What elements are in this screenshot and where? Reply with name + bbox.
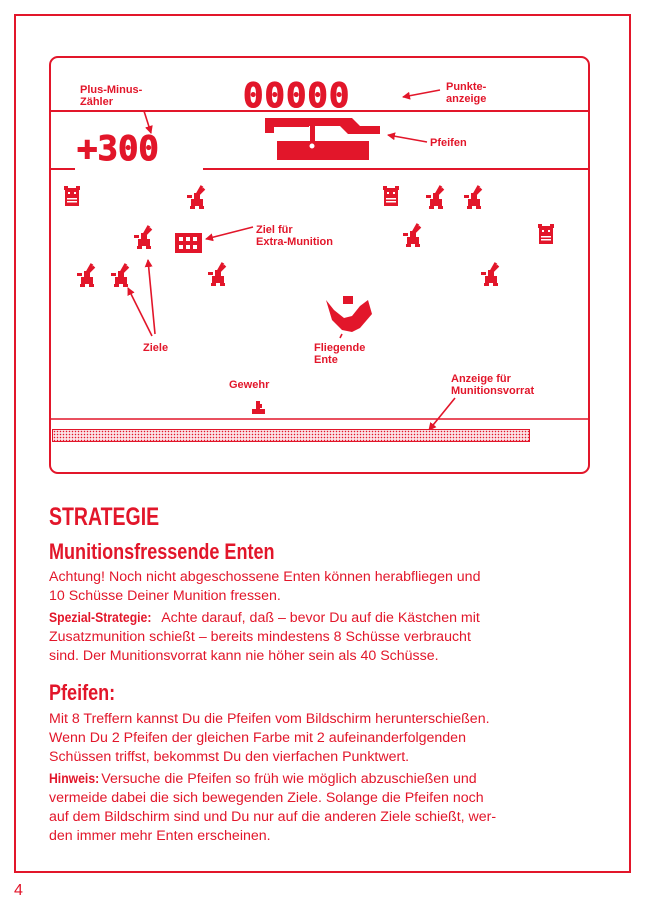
text-line: Mit 8 Treffern kannst Du die Pfeifen vom Bildschirm herunterschießen. (49, 711, 490, 727)
text-line: Achte darauf, daß – bevor Du auf die Kästchen mit (158, 610, 480, 626)
text-line: Wenn Du 2 Pfeifen der gleichen Farbe mit 2 aufeinanderfolgenden (49, 730, 466, 746)
pipes-sprite (265, 118, 380, 160)
label-ente-2: Ente (314, 354, 338, 366)
label-pfeifen: Pfeifen (430, 137, 467, 149)
page-number: 4 (14, 882, 23, 899)
owl-target (538, 224, 554, 244)
ammo-supply-bar (52, 429, 530, 442)
label-anzeige-2: Munitionsvorrat (451, 385, 535, 397)
hint-paragraph (49, 770, 589, 846)
score-display: 00000 (243, 76, 351, 116)
special-lead: Spezial-Strategie: (49, 610, 152, 626)
rabbit-target (426, 185, 444, 209)
section2-heading: Pfeifen: (49, 680, 116, 705)
owl-target (64, 186, 80, 206)
label-plus-minus-1: Plus-Minus- (80, 84, 143, 96)
rabbit-target (464, 185, 482, 209)
hint-lead: Hinweis: (49, 771, 100, 787)
label-punkte-2: anzeige (446, 93, 487, 105)
label-ente-1: Fliegende (314, 342, 366, 354)
extra-ammo-box (175, 233, 202, 253)
special-strategy-paragraph (49, 609, 589, 666)
rabbit-target (77, 263, 95, 287)
text-line: Zusatzmunition schießt – bereits mindestens 8 Schüsse verbraucht (49, 629, 471, 645)
section2-paragraph (49, 710, 589, 767)
label-anzeige-1: Anzeige für (451, 373, 511, 385)
text-line: sind. Der Munitionsvorrat kann nie höher sein als 40 Schüsse. (49, 648, 439, 664)
plus-minus-counter: +300 (77, 129, 159, 169)
text-line: Schüssen triffst, bekommst Du den vierfachen Punktwert. (49, 749, 410, 765)
label-ziel-2: Extra-Munition (256, 236, 333, 248)
rabbit-target (208, 262, 226, 286)
label-punkte-1: Punkte- (446, 81, 487, 93)
strategy-heading: STRATEGIE (49, 503, 160, 531)
rabbit-target (111, 263, 129, 287)
text-line: Achtung! Noch nicht abgeschossene Enten können herabfliegen und (49, 569, 481, 585)
section1-heading: Munitionsfressende Enten (49, 539, 275, 564)
text-line: auf dem Bildschirm sind und Du nur auf die anderen Ziele schießt, wer- (49, 809, 497, 825)
owl-target (383, 186, 399, 206)
text-line: Versuche die Pfeifen so früh wie möglich abzuschießen und (97, 771, 477, 787)
label-ziel-1: Ziel für (256, 224, 293, 236)
rabbit-target (134, 225, 152, 249)
rabbit-target (187, 185, 205, 209)
label-ziele: Ziele (143, 342, 169, 354)
text-line: vermeide dabei die sich bewegenden Ziele. Solange die Pfeifen noch (49, 790, 484, 806)
label-gewehr: Gewehr (229, 379, 270, 391)
rabbit-target (403, 223, 421, 247)
section1-paragraph (49, 568, 589, 606)
rabbit-target (481, 262, 499, 286)
text-line: den immer mehr Enten erscheinen. (49, 828, 271, 844)
text-line: 10 Schüsse Deiner Munition fressen. (49, 588, 281, 604)
flying-duck-sprite (326, 296, 372, 332)
label-plus-minus-2: Zähler (80, 96, 114, 108)
gun-sprite (252, 401, 265, 414)
